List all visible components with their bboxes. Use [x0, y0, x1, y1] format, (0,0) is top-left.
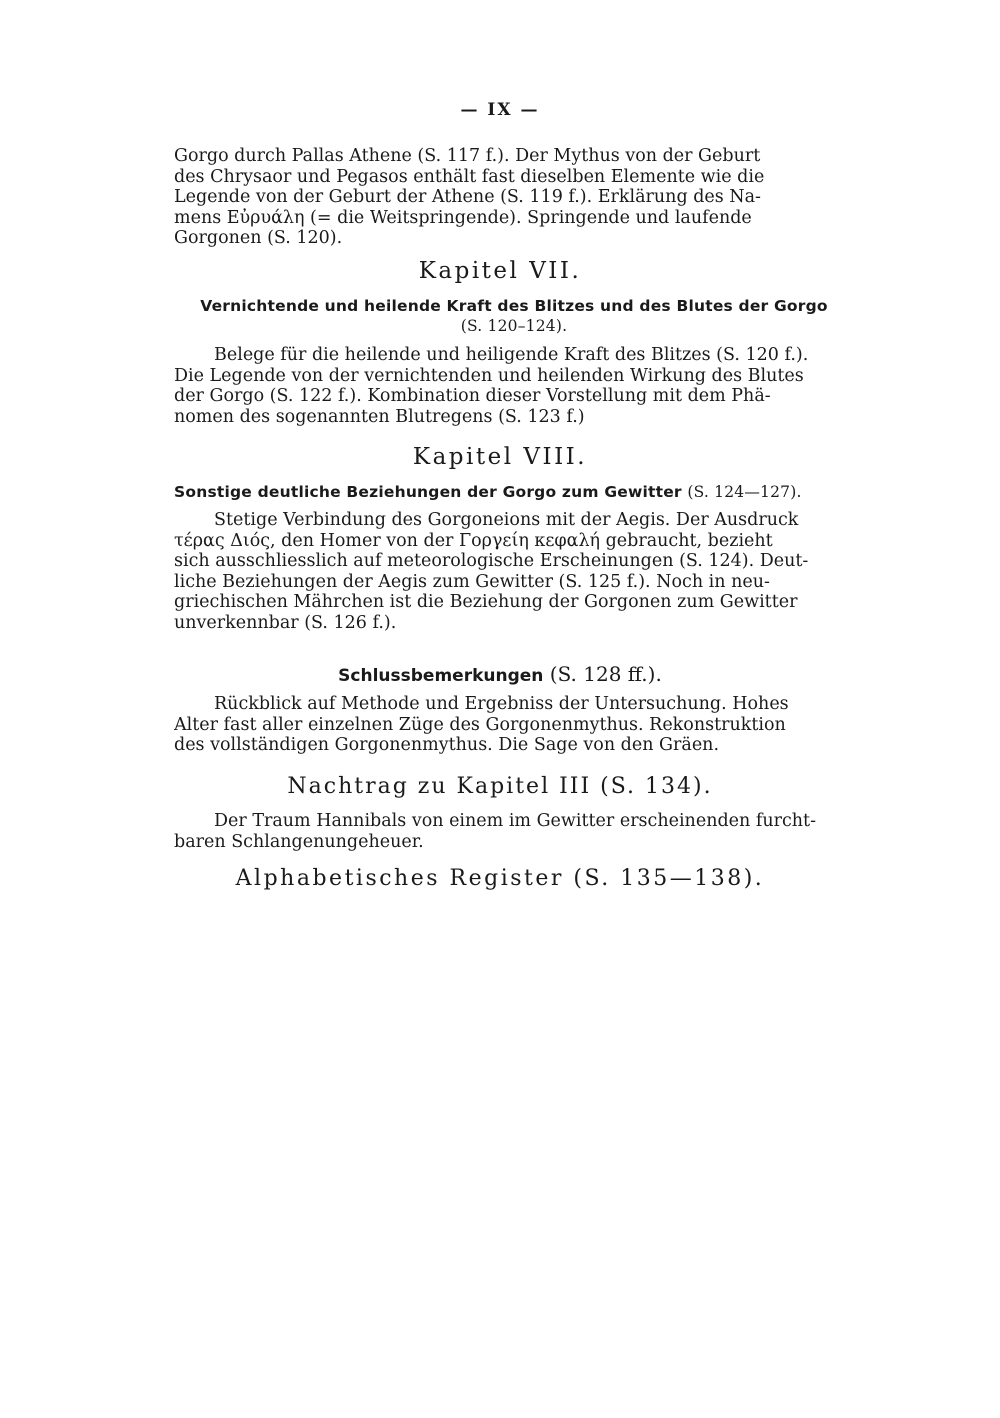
text-line: mens Εὐρυάλη (= die Weitspringende). Springende und laufende — [174, 207, 752, 228]
chapter-8-subtitle — [174, 482, 854, 502]
text-line: τέρας Διός, den Homer von der Γοργείη κεφαλή gebraucht, bezieht — [174, 530, 773, 551]
text-line: Stetige Verbindung des Gorgoneions mit der Aegis. Der Ausdruck — [214, 510, 799, 530]
chapter-7-heading: Kapitel VII. — [418, 258, 582, 284]
text-line: des vollständigen Gorgonenmythus. Die Sage von den Gräen. — [174, 735, 720, 755]
text-line: der Gorgo (S. 122 f.). Kombination dieser Vorstellung mit dem Phä- — [174, 386, 771, 406]
chapter-8-pages: (S. 124—127). — [687, 483, 802, 501]
conclusion-paragraph — [174, 694, 854, 756]
addendum-paragraph — [174, 811, 854, 852]
conclusion-pages: (S. 128 ff.). — [549, 662, 662, 686]
register-heading: Alphabetisches Register (S. 135—138). — [235, 866, 765, 891]
conclusion-title: Schlussbemerkungen — [338, 666, 544, 686]
text-line: unverkennbar (S. 126 f.). — [174, 612, 397, 633]
text-line: Legende von der Geburt der Athene (S. 119 f.). Erklärung des Na- — [174, 187, 761, 207]
text-line: Der Traum Hannibals von einem im Gewitter erscheinenden furcht- — [214, 811, 816, 831]
text-line: baren Schlangenungeheuer. — [174, 831, 424, 852]
intro-paragraph — [174, 146, 854, 249]
text-line: Belege für die heilende und heiligende Kraft des Blitzes (S. 120 f.). — [214, 345, 809, 365]
text-line: Gorgo durch Pallas Athene (S. 117 f.). Der Mythus von der Geburt — [174, 146, 761, 166]
conclusion-heading — [0, 662, 1000, 686]
text-line: Rückblick auf Methode und Ergebniss der Untersuchung. Hohes — [214, 694, 789, 714]
text-line: sich ausschliesslich auf meteorologische Erscheinungen (S. 124). Deut- — [174, 551, 809, 571]
page-number: — IX — — [460, 100, 540, 120]
text-line: Gorgonen (S. 120). — [174, 228, 343, 248]
text-line: liche Beziehungen der Aegis zum Gewitter (S. 125 f.). Noch in neu- — [174, 571, 770, 592]
addendum-heading: Nachtrag zu Kapitel III (S. 134). — [287, 774, 713, 799]
text-line: griechischen Mährchen ist die Beziehung der Gorgonen zum Gewitter — [174, 592, 798, 612]
chapter-7-subtitle-text: Vernichtende und heilende Kraft des Blitzes und des Blutes der Gorgo — [200, 297, 828, 315]
chapter-8-paragraph — [174, 510, 854, 633]
chapter-7-pages: (S. 120–124). — [460, 317, 568, 335]
chapter-8-heading: Kapitel VIII. — [412, 444, 588, 470]
text-line: des Chrysaor und Pegasos enthält fast dieselben Elemente wie die — [174, 166, 765, 187]
text-line: Die Legende von der vernichtenden und heilenden Wirkung des Blutes — [174, 365, 804, 386]
chapter-8-subtitle-text: Sonstige deutliche Beziehungen der Gorgo zum Gewitter — [174, 483, 682, 501]
chapter-7-paragraph — [174, 345, 854, 427]
chapter-7-subtitle — [174, 296, 854, 336]
text-line: Alter fast aller einzelnen Züge des Gorgonenmythus. Rekonstruktion — [174, 714, 786, 735]
text-line: nomen des sogenannten Blutregens (S. 123 f.) — [174, 406, 585, 427]
